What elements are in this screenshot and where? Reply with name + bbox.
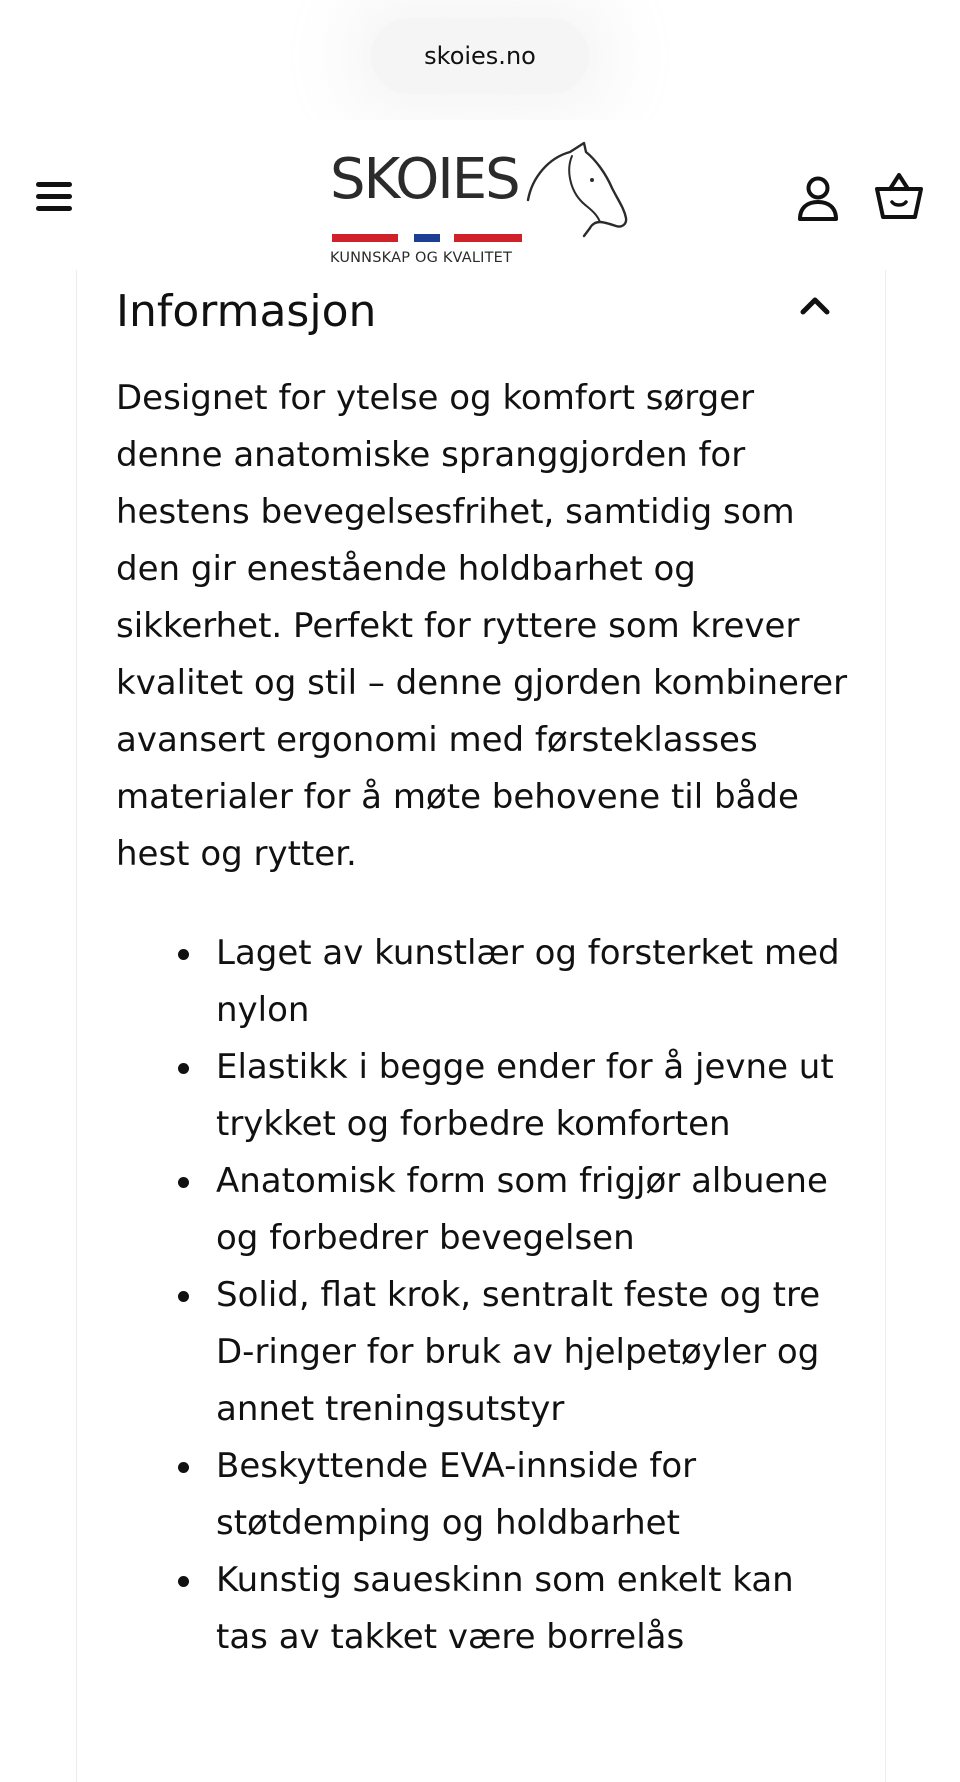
logo-red-bar-left xyxy=(332,234,398,242)
list-item xyxy=(216,1552,856,1666)
bullet xyxy=(178,1063,189,1074)
cart-button[interactable] xyxy=(874,172,924,222)
address-bar[interactable] xyxy=(371,18,589,94)
bullet xyxy=(178,1291,189,1302)
feature-text: Elastikk i begge ender for å jevne ut trykket og forbedre komforten xyxy=(216,1047,834,1144)
list-item xyxy=(216,1267,856,1438)
logo-red-bar-right xyxy=(454,234,522,242)
chevron-up-icon[interactable] xyxy=(797,290,833,320)
site-header xyxy=(0,120,960,270)
info-accordion-title[interactable]: Informasjon xyxy=(116,286,377,337)
bullet xyxy=(178,1462,189,1473)
list-item xyxy=(216,1153,856,1267)
feature-text: Kunstig saueskinn som enkelt kan tas av takket være borrelås xyxy=(216,1560,794,1657)
feature-list xyxy=(216,925,856,1666)
list-item xyxy=(216,1039,856,1153)
list-item xyxy=(216,925,856,1039)
logo-tagline: KUNNSKAP OG KVALITET xyxy=(330,250,513,266)
site-logo[interactable] xyxy=(330,140,630,270)
shopping-basket-icon xyxy=(874,172,924,222)
feature-text: Beskyttende EVA-innside for støtdemping og holdbarhet xyxy=(216,1446,697,1543)
bullet xyxy=(178,1177,189,1188)
menu-button[interactable] xyxy=(36,182,72,212)
bullet xyxy=(178,949,189,960)
url-text: skoies.no xyxy=(424,42,536,70)
logo-wordmark: SKOIES xyxy=(330,147,519,212)
user-icon xyxy=(796,175,840,223)
bullet xyxy=(178,1576,189,1587)
feature-text: Laget av kunstlær og forsterket med nylon xyxy=(216,933,840,1030)
account-button[interactable] xyxy=(796,175,840,223)
horse-head-icon xyxy=(526,140,630,240)
product-description: Designet for ytelse og komfort sørger denne anatomiske spranggjorden for hestens bevegelsesfrihet, samtidig som den gir enestående holdbarhet og sikkerhet. Perfekt for ryttere som krever kvalitet og stil – denne gjorden kombinerer avansert ergonomi med førsteklasses materialer for å møte behovene til både hest og rytter. xyxy=(116,378,848,874)
feature-text: Anatomisk form som frigjør albuene og forbedrer bevegelsen xyxy=(216,1161,828,1258)
feature-text: Solid, flat krok, sentralt feste og tre D-ringer for bruk av hjelpetøyler og annet treningsutstyr xyxy=(216,1275,821,1429)
info-accordion xyxy=(76,270,886,1782)
list-item xyxy=(216,1438,856,1552)
logo-blue-bar xyxy=(414,234,440,242)
